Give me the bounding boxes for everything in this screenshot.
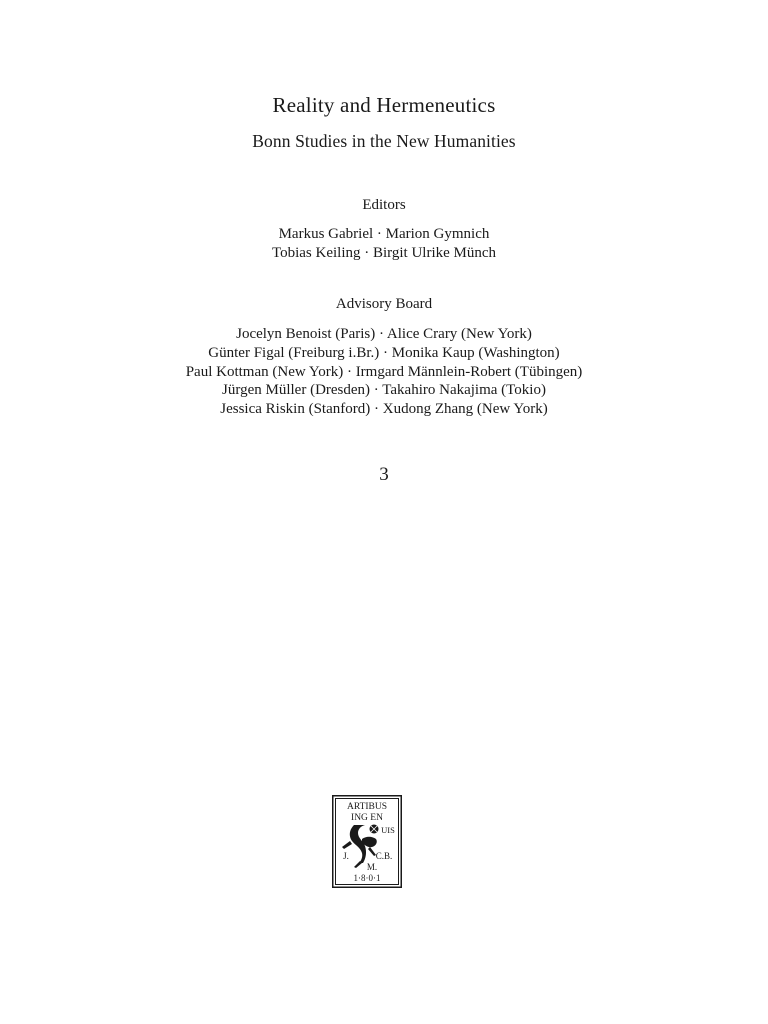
editors-heading: Editors [362,197,406,213]
series-subtitle: Bonn Studies in the New Humanities [252,131,516,151]
svg-text:ING EN: ING EN [351,813,383,823]
advisory-board-line: Jocelyn Benoist (Paris) · Alice Crary (New York) [236,326,532,342]
svg-text:J.: J. [343,851,349,861]
editors-list [0,225,768,263]
svg-text:M.: M. [366,862,378,872]
svg-text:ARTIBUS: ARTIBUS [346,802,388,812]
svg-text:C.B.: C.B. [375,851,393,861]
advisory-board-line: Günter Figal (Freiburg i.Br.) · Monika Kaup (Washington) [208,344,560,361]
advisory-board-line: Jessica Riskin (Stanford) · Xudong Zhang (New York) [220,401,548,418]
editors-line: Markus Gabriel · Marion Gymnich [278,226,490,242]
advisory-board-list [0,325,768,419]
advisory-board-line: Jürgen Müller (Dresden) · Takahiro Nakajima (Tokio) [222,382,546,399]
svg-text:1·8·0·1: 1·8·0·1 [353,873,381,883]
volume-number: 3 [379,464,389,485]
svg-text:UIS: UIS [381,825,395,835]
series-title: Reality and Hermeneutics [272,93,496,117]
editors-line: Tobias Keiling · Birgit Ulrike Münch [271,244,497,261]
advisory-board-line: Paul Kottman (New York) · Irmgard Männlein-Robert (Tübingen) [185,363,583,380]
advisory-board-heading: Advisory Board [335,296,433,312]
publisher-emblem-icon [332,795,402,888]
